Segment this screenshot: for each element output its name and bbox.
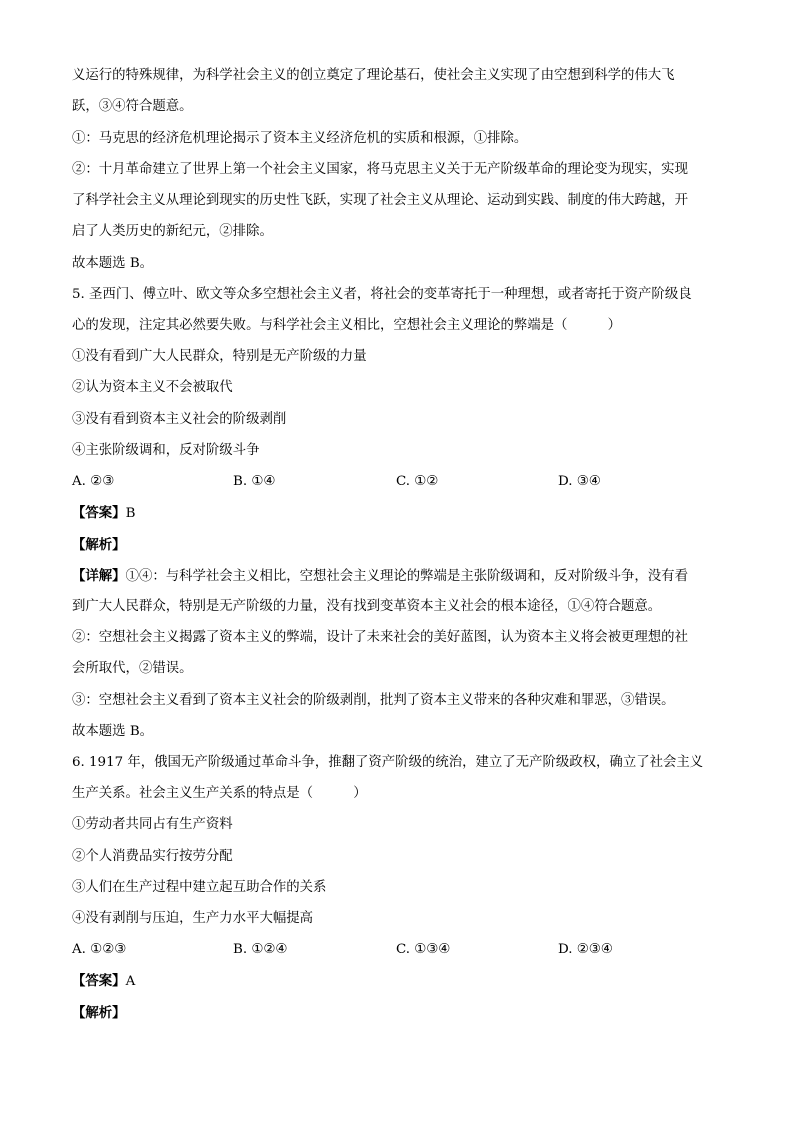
answer-value: A <box>125 974 136 989</box>
q5-item-4: ④主张阶级调和，反对阶级斗争 <box>72 443 260 458</box>
q6-option-d: D. ②③④ <box>558 942 613 957</box>
q5-option-a: A. ②③ <box>72 474 115 489</box>
q4-tail-line-6: 启了人类历史的新纪元，②排除。 <box>72 224 273 239</box>
q5-stem-line-2: 心的发现，注定其必然要失败。与科学社会主义相比，空想社会主义理论的弊端是（ ） <box>72 318 622 333</box>
q6-item-3: ③人们在生产过程中建立起互助合作的关系 <box>72 880 327 895</box>
q5-analysis-label: 【解析】 <box>72 537 126 553</box>
q6-option-c: C. ①③④ <box>396 942 451 957</box>
q5-detail-line-3: ②：空想社会主义揭露了资本主义的弊端，设计了未来社会的美好蓝图，认为资本主义将会被更理想的社 <box>72 630 688 645</box>
q6-item-2: ②个人消费品实行按劳分配 <box>72 849 233 864</box>
q5-detail-line-4: 会所取代，②错误。 <box>72 661 193 676</box>
q4-tail-line-4: ②：十月革命建立了世界上第一个社会主义国家，将马克思主义关于无产阶级革命的理论变为现实，实现 <box>72 162 688 177</box>
q5-detail-line-1 <box>72 567 688 586</box>
q5-stem-line-1: 5. 圣西门、傅立叶、欧文等众多空想社会主义者，将社会的变革寄托于一种理想，或者寄托于资产阶级良 <box>72 287 692 302</box>
q5-detail-line-2: 到广大人民群众，特别是无产阶级的力量，没有找到变革资本主义社会的根本途径，①④符合题意。 <box>72 599 662 614</box>
q6-answer <box>72 972 135 991</box>
q4-tail-conclusion: 故本题选 B。 <box>72 256 154 271</box>
q6-option-a: A. ①②③ <box>72 942 127 957</box>
q5-option-b: B. ①④ <box>233 474 276 489</box>
q5-conclusion: 故本题选 B。 <box>72 724 154 739</box>
answer-label: 【答案】 <box>72 973 126 989</box>
q6-analysis-label: 【解析】 <box>72 1005 126 1021</box>
q5-item-2: ②认为资本主义不会被取代 <box>72 380 233 395</box>
q6-item-1: ①劳动者共同占有生产资料 <box>72 817 233 832</box>
q6-stem-line-1: 6. 1917 年，俄国无产阶级通过革命斗争，推翻了资产阶级的统治，建立了无产阶级政权，确立了社会主义 <box>72 755 704 770</box>
q4-tail-line-3: ①：马克思的经济危机理论揭示了资本主义经济危机的实质和根源，①排除。 <box>72 131 528 146</box>
detail-label: 【详解】 <box>72 568 126 584</box>
q5-option-d: D. ③④ <box>558 474 601 489</box>
answer-value: B <box>125 506 136 521</box>
q6-stem-line-2: 生产关系。社会主义生产关系的特点是（ ） <box>72 786 367 801</box>
detail-text: ①④：与科学社会主义相比，空想社会主义理论的弊端是主张阶级调和，反对阶级斗争，没有看 <box>125 569 688 584</box>
q5-detail-line-5: ③：空想社会主义看到了资本主义社会的阶级剥削，批判了资本主义带来的各种灾难和罪恶，③错误。 <box>72 693 675 708</box>
q4-tail-line-5: 了科学社会主义从理论到现实的历史性飞跃，实现了社会主义从理论、运动到实践、制度的伟大跨越，开 <box>72 193 688 208</box>
q5-option-c: C. ①② <box>396 474 439 489</box>
q5-item-1: ①没有看到广大人民群众，特别是无产阶级的力量 <box>72 349 367 364</box>
q6-item-4: ④没有剥削与压迫，生产力水平大幅提高 <box>72 911 314 926</box>
answer-label: 【答案】 <box>72 505 126 521</box>
q4-tail-line-2: 跃，③④符合题意。 <box>72 99 193 114</box>
q5-answer <box>72 504 135 523</box>
q5-item-3: ③没有看到资本主义社会的阶级剥削 <box>72 412 287 427</box>
q4-tail-line-1: 义运行的特殊规律，为科学社会主义的创立奠定了理论基石，使社会主义实现了由空想到科学的伟大飞 <box>72 68 675 83</box>
q6-option-b: B. ①②④ <box>233 942 288 957</box>
